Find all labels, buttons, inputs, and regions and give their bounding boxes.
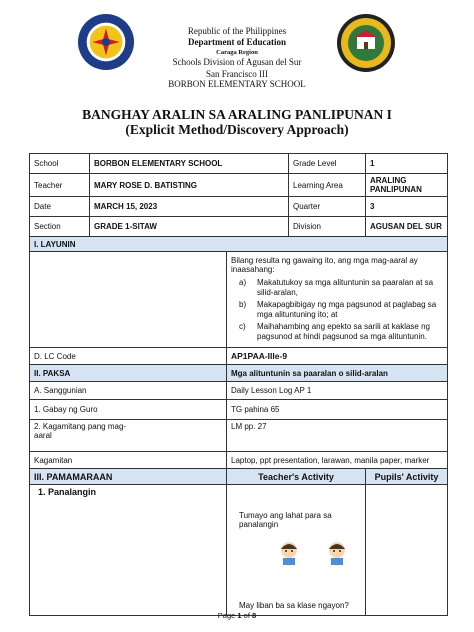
layunin-heading-row xyxy=(30,237,448,252)
date-label: Date xyxy=(30,197,90,217)
document-title: BANGHAY ARALIN SA ARALING PANLIPUNAN I xyxy=(82,107,392,122)
page-of: of xyxy=(241,611,253,620)
paksa-heading: II. PAKSA xyxy=(30,365,227,382)
quarter-value: 3 xyxy=(366,197,448,217)
kagamitang-row xyxy=(30,420,448,452)
pupils-activity-cell xyxy=(366,485,448,616)
info-row-section xyxy=(30,217,448,237)
area-label: Learning Area xyxy=(289,174,366,197)
pamamaraan-heading-row xyxy=(30,469,448,485)
quarter-label: Quarter xyxy=(289,197,366,217)
objectives-intro: Bilang resulta ng gawaing ito, ang mga mag-aaral ay inaasahang: xyxy=(231,256,418,274)
header-region: Caraga Region xyxy=(216,49,258,56)
info-row-school xyxy=(30,154,448,174)
teacher-activity-header: Teacher's Activity xyxy=(227,469,366,485)
division-label: Division xyxy=(289,217,366,237)
objective-item xyxy=(239,322,443,342)
panalangin-label: 1. Panalangin xyxy=(30,485,227,616)
header-republic: Republic of the Philippines xyxy=(187,26,287,36)
objective-text: Makatutukoy sa mga alituntunin sa paaralan at sa silid-aralan, xyxy=(257,278,434,297)
sanggunian-label: A. Sanggunian xyxy=(30,382,227,400)
gabay-label: 1. Gabay ng Guro xyxy=(30,400,227,420)
gabay-row xyxy=(30,400,448,420)
header-division: Schools Division of Agusan del Sur xyxy=(172,57,302,67)
gabay-value: TG pahina 65 xyxy=(227,400,448,420)
prayer-instruction: Tumayo ang lahat para sa panalangin xyxy=(239,511,332,529)
section-value: GRADE 1-SITAW xyxy=(90,217,289,237)
header-school: BORBON ELEMENTARY SCHOOL xyxy=(168,79,306,89)
panalangin-row xyxy=(30,485,448,616)
kagamitan-label: Kagamitan xyxy=(30,452,227,469)
objective-item xyxy=(239,278,443,298)
teacher-label: Teacher xyxy=(30,174,90,197)
teacher-activity-cell xyxy=(227,485,366,616)
header-town: San Francisco III xyxy=(206,69,268,79)
page-number xyxy=(0,611,474,620)
objective-letter: b) xyxy=(239,300,247,309)
document-subtitle: (Explicit Method/Discovery Approach) xyxy=(125,122,349,137)
layunin-objectives-row xyxy=(30,252,448,348)
header-department: Department of Education xyxy=(188,37,286,47)
info-row-date xyxy=(30,197,448,217)
objective-letter: c) xyxy=(239,322,246,331)
sanggunian-value: Daily Lesson Log AP 1 xyxy=(227,382,448,400)
kagamitang-label: 2. Kagamitang pang mag-aaral xyxy=(30,420,227,452)
layunin-heading: I. LAYUNIN xyxy=(30,237,448,252)
lesson-plan-table xyxy=(29,153,448,616)
objective-text: Makapagbibigay ng mga pagsunod at paglabag sa mga alituntuning ito; at xyxy=(257,300,437,319)
school-value: BORBON ELEMENTARY SCHOOL xyxy=(90,154,289,174)
section-label: Section xyxy=(30,217,90,237)
pamamaraan-heading: III. PAMAMARAAN xyxy=(30,469,227,485)
objective-item xyxy=(239,300,443,320)
sanggunian-row xyxy=(30,382,448,400)
teacher-value: MARY ROSE D. BATISTING xyxy=(90,174,289,197)
kagamitan-value: Laptop, ppt presentation, larawan, manila paper, marker xyxy=(227,452,448,469)
objectives-list xyxy=(231,278,443,342)
paksa-heading-row xyxy=(30,365,448,382)
date-value: MARCH 15, 2023 xyxy=(90,197,289,217)
lc-code-label: D. LC Code xyxy=(30,348,227,365)
kagamitan-row xyxy=(30,452,448,469)
layunin-empty-cell xyxy=(30,252,227,348)
objectives-cell xyxy=(227,252,448,348)
objective-letter: a) xyxy=(239,278,247,287)
area-value: ARALING PANLIPUNAN xyxy=(366,174,448,197)
praying-children-illustration xyxy=(275,541,355,565)
lc-code-value: AP1PAA-IIIe-9 xyxy=(227,348,448,365)
grade-label: Grade Level xyxy=(289,154,366,174)
kagamitang-value: LM pp. 27 xyxy=(227,420,448,452)
page-total: 8 xyxy=(252,611,257,620)
division-value: AGUSAN DEL SUR xyxy=(366,217,448,237)
page-current: 1 xyxy=(237,611,242,620)
attendance-question: May liban ba sa klase ngayon? xyxy=(239,601,349,610)
grade-value: 1 xyxy=(366,154,448,174)
pupils-activity-header: Pupils' Activity xyxy=(366,469,448,485)
objective-text: Maihahambing ang epekto sa sarili at kaklase ng pagsunod at hindi pagsunod sa mga alituntunin. xyxy=(257,322,430,341)
info-row-teacher xyxy=(30,174,448,197)
school-label: School xyxy=(30,154,90,174)
page-prefix: Page xyxy=(217,611,238,620)
lc-code-row xyxy=(30,348,448,365)
paksa-topic: Mga alituntunin sa paaralan o silid-aralan xyxy=(227,365,448,382)
